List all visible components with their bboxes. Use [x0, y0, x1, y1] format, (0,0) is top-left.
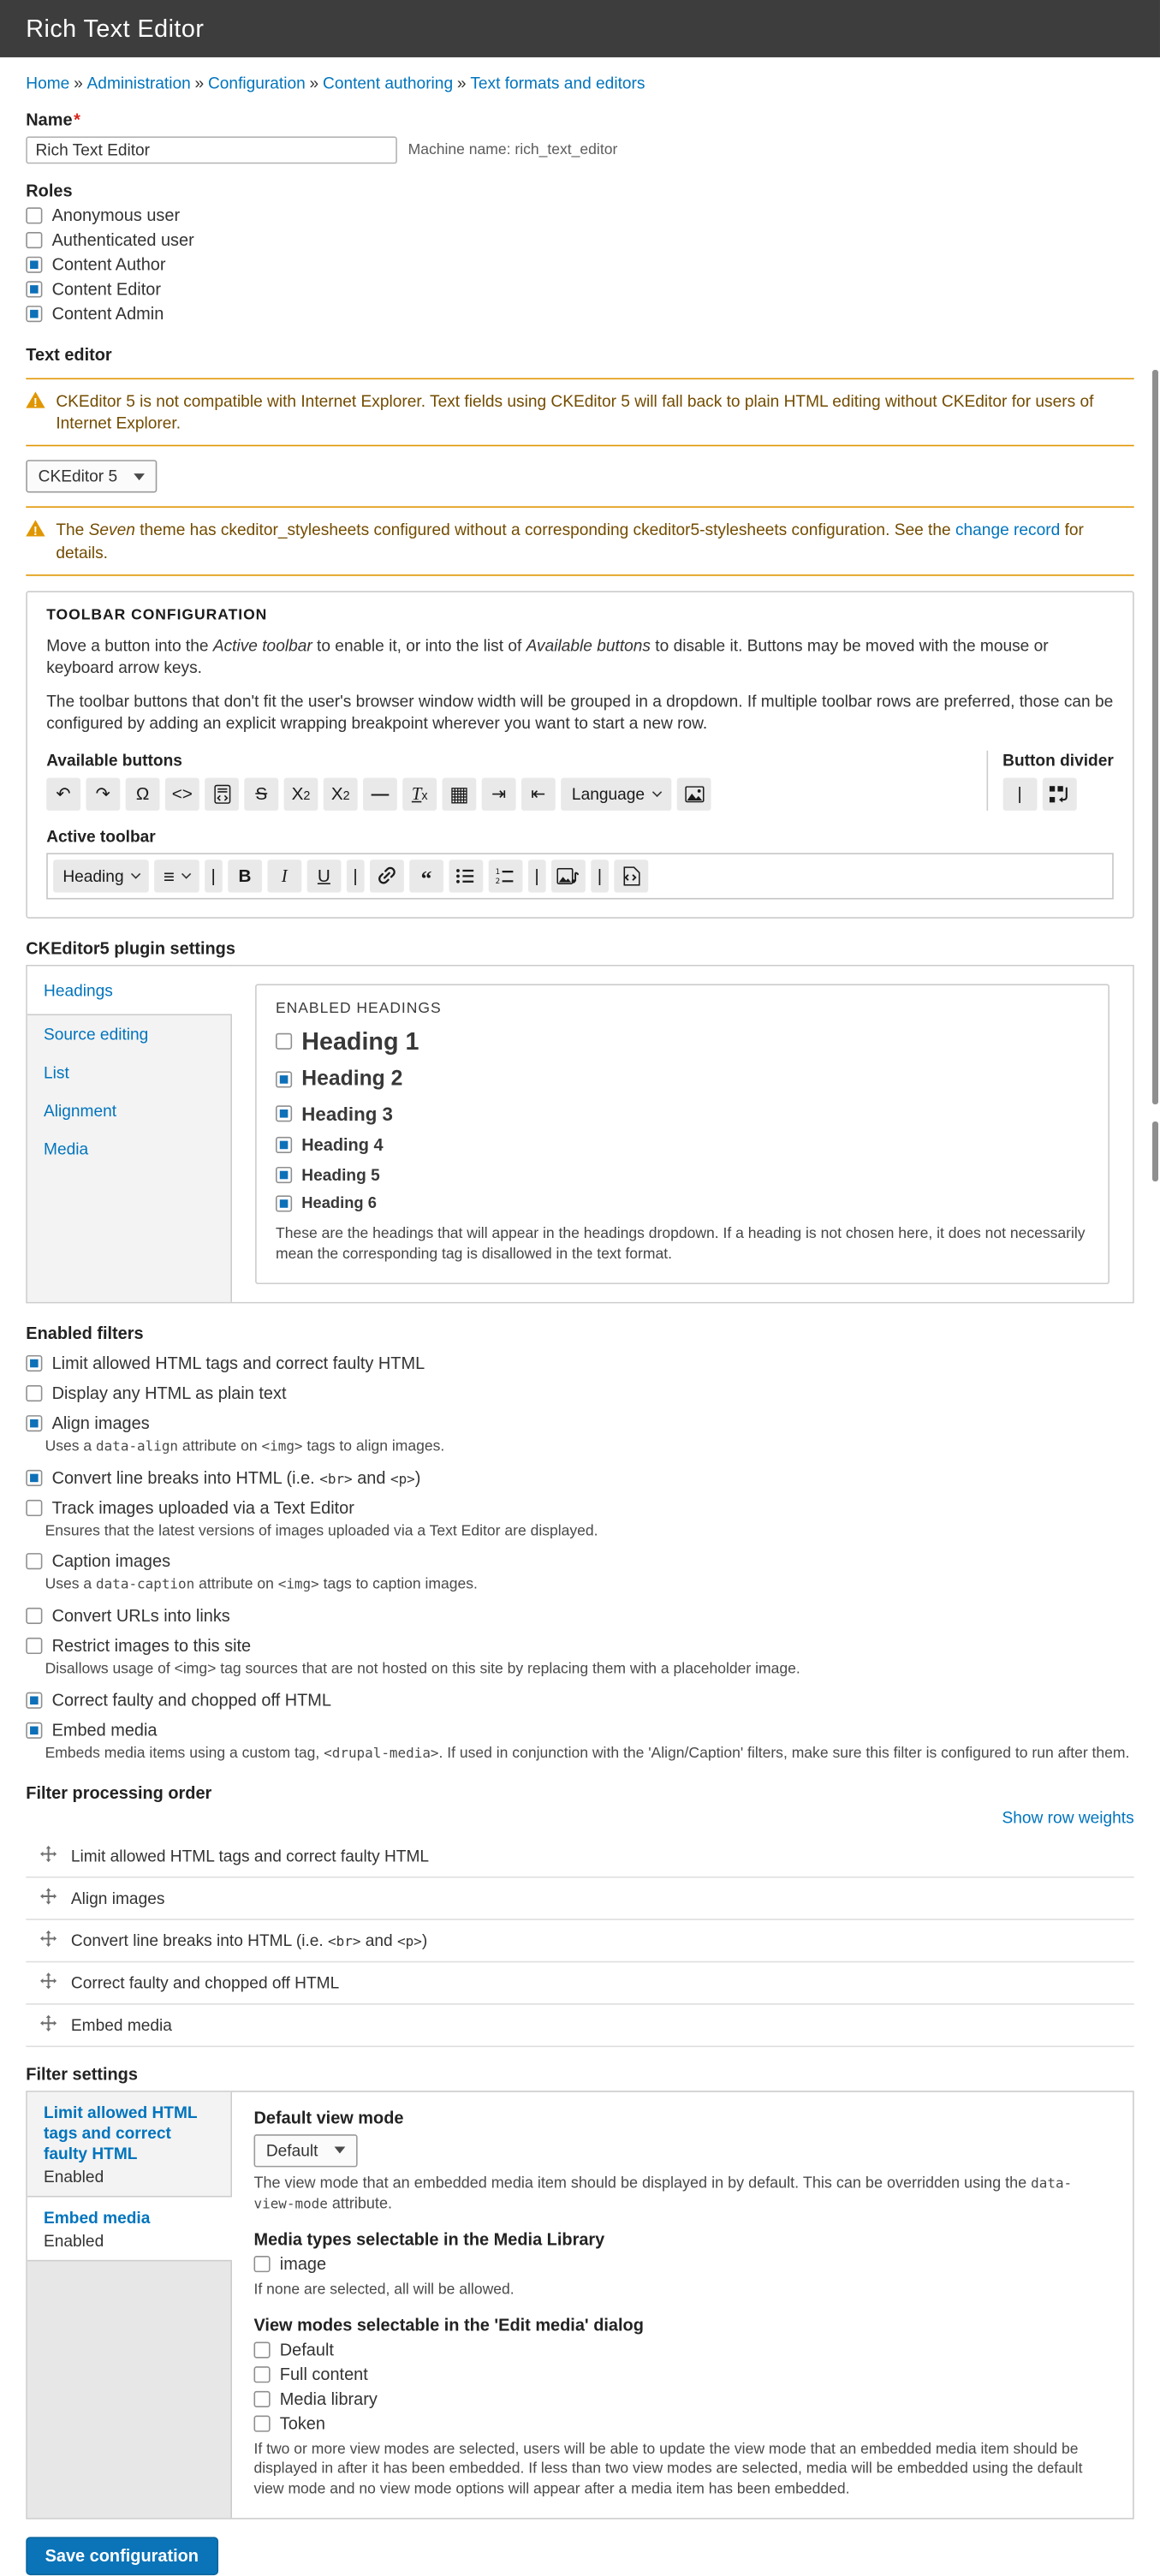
- undo-icon: ↶: [56, 782, 71, 804]
- superscript-button[interactable]: [324, 778, 358, 811]
- status-badge: Enabled: [44, 2167, 104, 2186]
- view-mode-help: The view mode that an embedded media item should be displayed in by default. This can be overridden using the data-view-mode attribute.: [253, 2174, 1073, 2212]
- link-button[interactable]: [370, 860, 404, 892]
- divider-button[interactable]: [1002, 778, 1037, 811]
- redo-button[interactable]: [86, 778, 120, 811]
- toolbar-config-legend: TOOLBAR CONFIGURATION: [46, 606, 268, 624]
- plugin-tab-label: Headings: [44, 981, 113, 1001]
- filter-checkbox[interactable]: [26, 1499, 42, 1515]
- heading-option-label: Heading 5: [301, 1165, 380, 1185]
- filter-label: Caption images: [51, 1552, 171, 1572]
- filter-order-row-label: Align images: [70, 1889, 165, 1908]
- filter-order-row[interactable]: [26, 1877, 1133, 1919]
- media-icon: [557, 868, 580, 884]
- warning-icon: [26, 392, 45, 408]
- bulleted-list-button[interactable]: [449, 860, 483, 892]
- view-mode-row: [254, 2340, 1111, 2359]
- filter-checkbox[interactable]: [26, 1693, 42, 1709]
- chevron-down-icon: [131, 870, 140, 879]
- media-types-help: If none are selected, all will be allowed.: [253, 2282, 515, 2299]
- heading-checkbox[interactable]: [276, 1033, 292, 1050]
- heading-checkbox[interactable]: [276, 1137, 292, 1153]
- chevron-down-icon: [653, 788, 663, 797]
- active-toolbar-label: Active toolbar: [46, 826, 156, 847]
- filter-description: Ensures that the latest versions of images uploaded via a Text Editor are displayed.: [45, 1522, 598, 1539]
- plugin-tab[interactable]: [27, 1015, 231, 1054]
- filter-item: [26, 1691, 1133, 1710]
- filter-item: [26, 1383, 1133, 1402]
- divider-button[interactable]: [591, 860, 609, 892]
- table-icon: ▦: [449, 782, 469, 807]
- chevron-down-icon: [181, 870, 191, 879]
- scrollbar-thumb-segment[interactable]: [1152, 1121, 1158, 1181]
- breadcrumb-separator: »: [456, 74, 467, 93]
- indent-icon: ⇥: [491, 782, 507, 804]
- filter-order-label: Filter processing order: [26, 1783, 212, 1803]
- image-icon: [685, 786, 704, 802]
- heading-option-label: Heading 1: [301, 1027, 419, 1056]
- toolbar-help-1: Move a button into the Active toolbar to enable it, or into the list of Available buttons to disable it. Buttons may be moved with the mouse or keyboard arrow keys.: [46, 635, 1049, 678]
- heading-option-label: Heading 2: [301, 1067, 403, 1091]
- horizontal-line-icon: —: [371, 783, 390, 805]
- subscript-icon: X2: [291, 783, 311, 805]
- filter-item: [26, 1552, 1133, 1596]
- role-checkbox[interactable]: [26, 207, 42, 223]
- role-label: Content Editor: [51, 279, 161, 300]
- inline-link[interactable]: change record: [955, 520, 1061, 540]
- breadcrumb-link[interactable]: Home: [26, 74, 70, 93]
- warning-message: [26, 507, 1133, 575]
- scrollbar-thumb[interactable]: [1152, 370, 1158, 1104]
- view-mode-checkbox[interactable]: [254, 2341, 271, 2358]
- subscript-button[interactable]: [284, 778, 318, 811]
- media-type-checkbox[interactable]: [254, 2256, 271, 2272]
- filter-label: Track images uploaded via a Text Editor: [51, 1497, 354, 1517]
- plugin-settings-panel: [26, 965, 1133, 1303]
- code-block-button[interactable]: [205, 778, 239, 811]
- italic-button[interactable]: [267, 860, 301, 892]
- headings-help: These are the headings that will appear in the headings dropdown. If a heading is not chosen here, it does not necessarily mean the corresponding tag is disallowed in the text format.: [276, 1225, 1086, 1264]
- filter-item: [26, 1498, 1133, 1542]
- view-mode-row: [254, 2413, 1111, 2432]
- filter-checkbox[interactable]: [26, 1469, 42, 1485]
- remove-format-button[interactable]: [402, 778, 437, 811]
- breadcrumb: [26, 74, 1133, 92]
- filter-item: [26, 1607, 1133, 1626]
- plugin-tab-label: Source editing: [44, 1025, 149, 1044]
- toolbar-configuration: [26, 591, 1133, 919]
- filter-checkbox[interactable]: [26, 1722, 42, 1739]
- filter-checkbox[interactable]: [26, 1354, 42, 1371]
- alignment-dropdown-button[interactable]: [154, 860, 199, 892]
- filter-settings-tabs: [27, 2092, 232, 2519]
- view-mode-label: Media library: [279, 2389, 378, 2408]
- warning-text: The Seven theme has ckeditor_stylesheets configured without a corresponding ckeditor5-stylesheets configuration. See the change record for details.: [56, 520, 1084, 562]
- view-mode-label: Full content: [279, 2364, 368, 2384]
- breadcrumb-separator: »: [74, 74, 83, 93]
- underline-button[interactable]: [306, 860, 341, 892]
- text-editor-select[interactable]: CKEditor 5: [26, 461, 157, 493]
- breadcrumb-link[interactable]: Text formats and editors: [470, 74, 645, 93]
- filter-item: [26, 1721, 1133, 1764]
- filter-item: [26, 1637, 1133, 1681]
- role-row: [26, 304, 1133, 323]
- role-label: Authenticated user: [51, 230, 194, 250]
- filter-label: Restrict images to this site: [51, 1636, 252, 1657]
- media-type-row: [254, 2254, 1111, 2273]
- filter-checkbox[interactable]: [26, 1415, 42, 1431]
- view-mode-checkbox[interactable]: [254, 2390, 271, 2406]
- remove-format-icon: Tx: [411, 782, 428, 804]
- special-characters-icon: Ω: [135, 783, 150, 805]
- filter-checkbox[interactable]: [26, 1608, 42, 1624]
- breadcrumb-link[interactable]: Content authoring: [323, 74, 454, 93]
- bold-icon: B: [238, 866, 252, 887]
- svg-text:2: 2: [496, 878, 501, 884]
- select-caret-icon: [335, 2147, 346, 2154]
- role-label: Anonymous user: [51, 205, 181, 226]
- default-view-mode-select[interactable]: Default: [254, 2134, 358, 2167]
- heading-option-label: Heading 4: [301, 1135, 384, 1155]
- filter-order-row[interactable]: [26, 1835, 1133, 1877]
- active-toolbar-row: [46, 853, 1114, 899]
- strikethrough-icon: S: [255, 783, 268, 805]
- name-input[interactable]: [26, 136, 397, 164]
- role-row: [26, 280, 1133, 299]
- heading-checkbox[interactable]: [276, 1167, 292, 1183]
- default-view-mode-label: Default view mode: [253, 2108, 404, 2128]
- plugin-settings-tabs: [27, 967, 232, 1302]
- warning-icon: [26, 521, 45, 537]
- status-badge: Enabled: [44, 2231, 104, 2251]
- filter-label: Limit allowed HTML tags and correct faulty HTML: [51, 1353, 425, 1373]
- numbered-list-icon: [496, 868, 515, 884]
- redo-icon: ↷: [95, 782, 111, 804]
- warning-text: CKEditor 5 is not compatible with Internet Explorer. Text fields using CKEditor 5 will fall back to plain HTML editing without CKEditor for users of Internet Explorer.: [56, 391, 1094, 433]
- role-row: [26, 206, 1133, 225]
- heading-option-row: [276, 1027, 1089, 1056]
- save-configuration-button[interactable]: Save configuration: [26, 2537, 217, 2576]
- view-mode-checkbox[interactable]: [254, 2415, 271, 2431]
- page-title: Rich Text Editor: [26, 14, 205, 42]
- drag-handle-icon[interactable]: [39, 1972, 57, 1994]
- filter-description: Embeds media items using a custom tag, <drupal-media>. If used in conjunction with the 'Align/Caption' filters, make sure this filter is configured to run after them.: [45, 1746, 1130, 1763]
- table-button[interactable]: [442, 778, 476, 811]
- block-quote-icon: “: [420, 867, 432, 891]
- divider-button[interactable]: [347, 860, 365, 892]
- filter-description: Disallows usage of <img> tag sources that are not hosted on this site by replacing them with a placeholder image.: [45, 1661, 800, 1678]
- page-header: [0, 0, 1160, 57]
- filter-item: [26, 1468, 1133, 1487]
- filter-settings-pane: [232, 2092, 1133, 2519]
- select-caret-icon: [134, 473, 145, 480]
- name-label: Name *: [26, 110, 80, 130]
- breadcrumb-link[interactable]: Configuration: [207, 74, 306, 93]
- plugin-settings-label: CKEditor5 plugin settings: [26, 938, 235, 958]
- code-block-icon: [213, 785, 229, 804]
- enabled-filters-label: Enabled filters: [26, 1323, 144, 1343]
- align-icon: ≡: [163, 865, 175, 888]
- filter-description: Uses a data-caption attribute on <img> tags to caption images.: [45, 1576, 478, 1593]
- view-mode-row: [254, 2389, 1111, 2408]
- filter-checkbox[interactable]: [26, 1638, 42, 1654]
- breadcrumb-separator: »: [309, 74, 319, 93]
- available-buttons-label: Available buttons: [46, 750, 182, 770]
- text-editor-label: Text editor: [26, 345, 112, 365]
- role-label: Content Admin: [51, 304, 164, 324]
- bulleted-list-icon: [456, 868, 475, 884]
- button-divider-label: Button divider: [1002, 750, 1114, 770]
- roles-section: [26, 181, 1133, 324]
- media-types-label: Media types selectable in the Media Library: [253, 2229, 605, 2250]
- language-button[interactable]: Language: [561, 778, 672, 811]
- view-modes-label: View modes selectable in the 'Edit media' dialog: [253, 2315, 644, 2335]
- wrapping-break-button[interactable]: [1042, 778, 1076, 811]
- filter-order-row[interactable]: [26, 1919, 1133, 1960]
- roles-label: Roles: [26, 181, 73, 201]
- block-quote-button[interactable]: [409, 860, 443, 892]
- drag-handle-icon[interactable]: [39, 1930, 57, 1952]
- view-mode-checkbox[interactable]: [254, 2366, 271, 2383]
- view-mode-label: Token: [279, 2413, 325, 2433]
- undo-button[interactable]: [46, 778, 80, 811]
- role-checkbox[interactable]: [26, 281, 42, 297]
- filter-order-row[interactable]: [26, 2003, 1133, 2045]
- drag-handle-icon[interactable]: [39, 2014, 57, 2037]
- media-type-label: image: [279, 2254, 327, 2274]
- heading-option-label: Heading 3: [301, 1102, 393, 1125]
- outdent-button[interactable]: [521, 778, 556, 811]
- filter-order-row-label: Convert line breaks into HTML (i.e. <br> and <p>): [70, 1931, 428, 1950]
- divider-icon: |: [211, 866, 216, 887]
- divider-icon: |: [534, 866, 539, 887]
- filter-label: Correct faulty and chopped off HTML: [51, 1691, 331, 1710]
- show-row-weights-link[interactable]: Show row weights: [1002, 1808, 1134, 1828]
- horizontal-line-button[interactable]: [363, 778, 397, 811]
- heading-option-label: Heading 6: [301, 1195, 377, 1212]
- bold-button[interactable]: [228, 860, 262, 892]
- divider-icon: |: [597, 866, 603, 887]
- heading-option-row: [276, 1135, 1089, 1154]
- heading-option-row: [276, 1195, 1089, 1211]
- heading-option-row: [276, 1103, 1089, 1125]
- filter-label: Convert URLs into links: [51, 1606, 230, 1626]
- plugin-tab[interactable]: [27, 1054, 231, 1092]
- filter-settings-panel: [26, 2091, 1133, 2519]
- filter-order-row-label: Limit allowed HTML tags and correct faulty HTML: [70, 1846, 430, 1866]
- source-icon: <>: [171, 783, 193, 805]
- filter-description: Uses a data-align attribute on <img> tags to align images.: [45, 1437, 445, 1455]
- html-embed-icon: [622, 866, 640, 885]
- role-checkbox[interactable]: [26, 232, 42, 248]
- filter-label: Display any HTML as plain text: [51, 1383, 287, 1403]
- role-row: [26, 255, 1133, 274]
- wrapping-break-icon: [1050, 785, 1068, 804]
- filter-label: Embed media: [51, 1721, 158, 1740]
- heading-dropdown-button[interactable]: Heading: [53, 860, 148, 892]
- role-checkbox[interactable]: [26, 257, 42, 273]
- plugin-tab[interactable]: [27, 967, 232, 1015]
- filter-order-table: [26, 1835, 1133, 2047]
- enabled-headings-legend: ENABLED HEADINGS: [276, 1000, 442, 1017]
- filter-checkbox[interactable]: [26, 1554, 42, 1570]
- filter-order-row[interactable]: [26, 1961, 1133, 2003]
- numbered-list-button[interactable]: [488, 860, 522, 892]
- drag-handle-icon[interactable]: [39, 1845, 57, 1867]
- filter-settings-label: Filter settings: [26, 2064, 138, 2085]
- plugin-tab-label: Media: [44, 1139, 89, 1159]
- filter-settings-tab-embed-media[interactable]: Embed media Enabled: [27, 2197, 232, 2261]
- machine-name: Machine name: rich_text_editor: [407, 141, 618, 158]
- filter-order-row-label: Embed media: [70, 2015, 172, 2035]
- source-button[interactable]: [165, 778, 199, 811]
- divider-icon: |: [353, 866, 358, 887]
- indent-button[interactable]: [482, 778, 516, 811]
- svg-text:1: 1: [496, 867, 501, 877]
- role-label: Content Author: [51, 255, 166, 275]
- media-button[interactable]: [551, 860, 586, 892]
- strikethrough-button[interactable]: [244, 778, 278, 811]
- heading-checkbox[interactable]: [276, 1071, 292, 1087]
- plugin-tab[interactable]: [27, 1092, 231, 1130]
- filter-checkbox[interactable]: [26, 1385, 42, 1401]
- divider-button[interactable]: [205, 860, 223, 892]
- toolbar-help-2: The toolbar buttons that don't fit the user's browser window width will be grouped in a dropdown. If multiple toolbar rows are preferred, those can be configured by adding an explicit wrapping breakpoint wherever you want to start a new row.: [46, 691, 1114, 734]
- special-characters-button[interactable]: [126, 778, 160, 811]
- enabled-headings-fieldset: [255, 984, 1109, 1283]
- filter-settings-tab-limit-html[interactable]: Limit allowed HTML tags and correct faulty HTML Enabled: [27, 2092, 231, 2198]
- breadcrumb-link[interactable]: Administration: [86, 74, 191, 93]
- filter-label: Convert line breaks into HTML (i.e. <br> and <p>): [51, 1467, 421, 1487]
- required-mark: *: [74, 110, 80, 130]
- plugin-tab-label: Alignment: [44, 1101, 117, 1121]
- filter-item: [26, 1413, 1133, 1457]
- divider-button[interactable]: [528, 860, 546, 892]
- available-buttons-row: [46, 778, 973, 811]
- view-mode-row: [254, 2365, 1111, 2383]
- underline-icon: U: [317, 866, 330, 887]
- role-checkbox[interactable]: [26, 306, 42, 322]
- breadcrumb-separator: »: [194, 74, 205, 93]
- drag-handle-icon[interactable]: [39, 1888, 57, 1910]
- role-row: [26, 230, 1133, 249]
- link-icon: [375, 865, 398, 888]
- filter-item: [26, 1353, 1133, 1372]
- superscript-icon: X2: [330, 783, 350, 805]
- filter-order-row-label: Correct faulty and chopped off HTML: [70, 1972, 340, 1993]
- italic-icon: I: [281, 865, 288, 886]
- heading-checkbox[interactable]: [276, 1195, 292, 1211]
- view-mode-label: Default: [279, 2340, 334, 2359]
- filter-label: Align images: [51, 1413, 150, 1433]
- view-modes-help: If two or more view modes are selected, users will be able to update the view mode that an embedded media item should be displayed in after it has been embedded. If less than two view modes are selected, media will be embedded using the default view mode and no view mode options will appear after a media item has been embedded.: [253, 2441, 1083, 2497]
- heading-checkbox[interactable]: [276, 1105, 292, 1121]
- plugin-tab[interactable]: [27, 1130, 231, 1169]
- divider-icon: |: [1017, 783, 1022, 805]
- image-button[interactable]: [677, 778, 711, 811]
- heading-option-row: [276, 1165, 1089, 1184]
- plugin-tab-label: List: [44, 1062, 69, 1083]
- heading-option-row: [276, 1067, 1089, 1092]
- html-embed-button[interactable]: [614, 860, 648, 892]
- warning-message: [26, 378, 1133, 447]
- outdent-icon: ⇤: [531, 782, 546, 804]
